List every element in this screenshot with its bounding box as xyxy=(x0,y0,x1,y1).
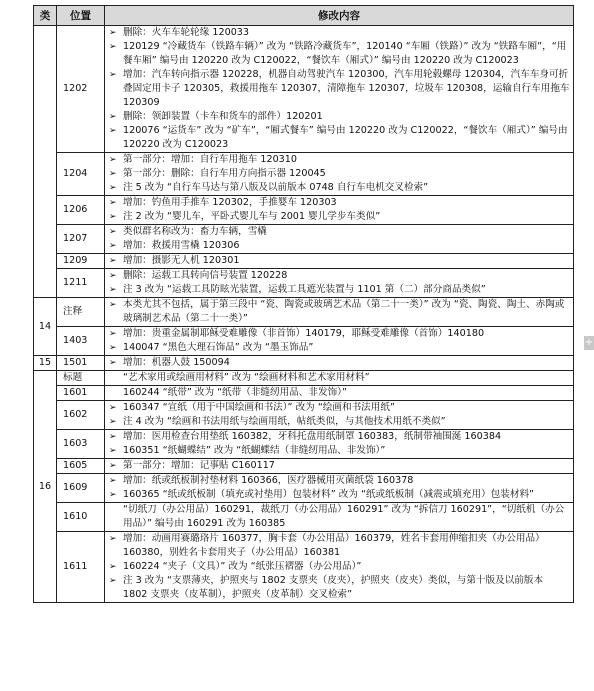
list-item: ➢ 160365 “纸或纸板制（填充或衬垫用）包装材料” 改为 “纸或纸板制（减震或填充用）包装材料” xyxy=(109,488,570,502)
position-cell: 1610 xyxy=(57,503,105,532)
list-item: ➢ 增加：救援用雪橇 120306 xyxy=(109,239,570,253)
content-cell xyxy=(105,327,574,356)
expand-handle-icon[interactable]: + xyxy=(584,337,594,348)
list-item: ➢ 删除：火车车轮轮缘 120033 xyxy=(109,26,570,40)
table-row xyxy=(34,532,574,603)
content-cell xyxy=(105,356,574,371)
table-row xyxy=(34,327,574,356)
list-item: ➢ 140047 “黑色大理石饰品” 改为 “墨玉饰品” xyxy=(109,341,570,355)
list-item: ➢ 120076 “运货车” 改为 “矿车”，“厢式餐车” 编号由 120220 改为 C120022，“餐饮车（厢式）” 编号由 120220 改为 C120023 xyxy=(109,124,570,152)
list-item: ➢ 注 2 改为 “婴儿车，平卧式婴儿车与 2001 婴儿学步车类似” xyxy=(109,210,570,224)
position-cell: 1602 xyxy=(57,401,105,430)
content-cell xyxy=(105,254,574,269)
position-cell: 1611 xyxy=(57,532,105,603)
header-class: 类 xyxy=(34,6,57,26)
list-item: ➢ 增加：汽车转向指示器 120228，机器自动驾驶汽车 120300，汽车用轮毂螺母 120304，汽车车身可折叠固定用卡子 120305，救援用拖车 120307，清障拖车 120307，垃圾车 120308，运输自行车用拖车 120309 xyxy=(109,68,570,110)
content-cell xyxy=(105,474,574,503)
position-cell: 1211 xyxy=(57,269,105,298)
list-item: 160244 “纸带” 改为 “纸带（非缝纫用品、非发饰）” xyxy=(123,387,347,398)
list-item: ➢ 120129 “冷藏货车（铁路车辆）” 改为 “铁路冷藏货车”，120140 “车厢（铁路）” 改为 “铁路车厢”，“用餐车厢” 编号由 120220 改为 C120022，“餐饮车（厢式）” 编号由 120220 改为 C120023 xyxy=(109,40,570,68)
class-cell-blank xyxy=(34,26,57,298)
table-row xyxy=(34,356,574,371)
table-row xyxy=(34,225,574,254)
list-item: ➢ 类似群名称改为：畜力车辆，雪橇 xyxy=(109,225,570,239)
table-row xyxy=(34,459,574,474)
list-item: ➢ 第一部分：删除：自行车用方向指示器 120045 xyxy=(109,167,570,181)
position-cell: 1609 xyxy=(57,474,105,503)
position-cell: 1403 xyxy=(57,327,105,356)
content-cell xyxy=(105,269,574,298)
list-item: ➢ 增加：摄影无人机 120301 xyxy=(109,254,570,268)
list-item: ➢ 注 3 改为 “运载工具防眩光装置，运载工具遮光装置与 1101 第（二）部分商品类似” xyxy=(109,283,570,297)
content-cell xyxy=(105,503,574,532)
list-item: ➢ 增加：贵重金属制耶稣受难雕像（非首饰）140179，耶稣受难雕像（首饰）140180 xyxy=(109,327,570,341)
content-cell xyxy=(105,371,574,386)
content-cell xyxy=(105,430,574,459)
content-cell xyxy=(105,532,574,603)
content-cell xyxy=(105,26,574,153)
table-row xyxy=(34,430,574,459)
list-item: ➢ 删除：运载工具转向信号装置 120228 xyxy=(109,269,570,283)
position-cell: 1501 xyxy=(57,356,105,371)
list-item: ➢ 删除：领卸装置（卡车和货车的部件）120201 xyxy=(109,110,570,124)
table-header-row xyxy=(34,6,574,26)
list-item: ➢ 注 3 改为 “支票薄夹，护照夹与 1802 支票夹（皮夹），护照夹（皮夹）类似，与第十版及以前版本 1802 支票夹（皮革制），护照夹（皮革制）交叉检索” xyxy=(109,574,570,602)
position-cell: 标题 xyxy=(57,371,105,386)
position-cell: 注释 xyxy=(57,298,105,327)
list-item: ➢ 增加：钓鱼用手推车 120302，手推婴车 120303 xyxy=(109,196,570,210)
list-item: ➢ 第一部分：增加：自行车用拖车 120310 xyxy=(109,153,570,167)
list-item: ➢ 本类尤其不包括，属于第三段中 “瓷、陶瓷或玻璃艺术品（第二十一类）” 改为 “瓷、陶瓷、陶土、赤陶或玻璃制艺术品（第二十一类）” xyxy=(109,298,570,326)
table-row xyxy=(34,371,574,386)
list-item: “艺术家用或绘画用材料” 改为 “绘画材料和艺术家用材料” xyxy=(123,372,370,383)
content-cell xyxy=(105,225,574,254)
table-row xyxy=(34,153,574,196)
content-cell xyxy=(105,153,574,196)
position-cell: 1206 xyxy=(57,196,105,225)
list-item: ➢ 增加：动画用赛璐珞片 160377，胸卡套（办公用品）160379，姓名卡套用伸缩扣夹（办公用品）160380，别姓名卡套用夹子（办公用品）160381 xyxy=(109,532,570,560)
position-cell: 1202 xyxy=(57,26,105,153)
table-row xyxy=(34,474,574,503)
list-item: ➢ 160351 “纸蝴蝶结” 改为 “纸蝴蝶结（非缝纫用品、非发饰）” xyxy=(109,444,570,458)
header-position: 位置 xyxy=(57,6,105,26)
class-cell: 14 xyxy=(34,298,57,356)
position-cell: 1209 xyxy=(57,254,105,269)
table-row xyxy=(34,254,574,269)
list-item: “切纸刀（办公用品）160291，裁纸刀（办公用品）160291” 改为 “拆信刀 160291”，“切纸机（办公用品）” 编号由 160291 改为 160385 xyxy=(123,504,565,529)
table-row xyxy=(34,503,574,532)
list-item: ➢ 注 4 改为 “绘画和书法用纸与绘画用纸，帖纸类似，与其他技术用纸不类似” xyxy=(109,415,570,429)
list-item: ➢ 第一部分：增加：记事贴 C160117 xyxy=(109,459,570,473)
list-item: ➢ 注 5 改为 “自行车马达与第八版及以前版本 0748 自行车电机交叉检索” xyxy=(109,181,570,195)
content-cell xyxy=(105,386,574,401)
position-cell: 1207 xyxy=(57,225,105,254)
table-row xyxy=(34,269,574,298)
table-row xyxy=(34,401,574,430)
position-cell: 1605 xyxy=(57,459,105,474)
table-row xyxy=(34,26,574,153)
content-cell xyxy=(105,298,574,327)
table-row xyxy=(34,386,574,401)
position-cell: 1204 xyxy=(57,153,105,196)
revision-table xyxy=(33,5,574,603)
position-cell: 1603 xyxy=(57,430,105,459)
class-cell: 15 xyxy=(34,356,57,371)
list-item: ➢ 增加：医用检查台用垫纸 160382，牙科托盘用纸制罩 160383，纸制带袖围涎 160384 xyxy=(109,430,570,444)
content-cell xyxy=(105,459,574,474)
list-item: ➢ 增加：机器人鼓 150094 xyxy=(109,356,570,370)
table-row xyxy=(34,298,574,327)
list-item: ➢ 160347 “宣纸（用于中国绘画和书法）” 改为 “绘画和书法用纸” xyxy=(109,401,570,415)
header-content: 修改内容 xyxy=(105,6,574,26)
content-cell xyxy=(105,196,574,225)
list-item: ➢ 增加：纸或纸板制衬垫材料 160366，医疗器械用灭菌纸袋 160378 xyxy=(109,474,570,488)
list-item: ➢ 160224 “夹子（文具）” 改为 “纸张压褶器（办公用品）” xyxy=(109,560,570,574)
class-cell: 16 xyxy=(34,371,57,603)
content-cell xyxy=(105,401,574,430)
table-row xyxy=(34,196,574,225)
position-cell: 1601 xyxy=(57,386,105,401)
